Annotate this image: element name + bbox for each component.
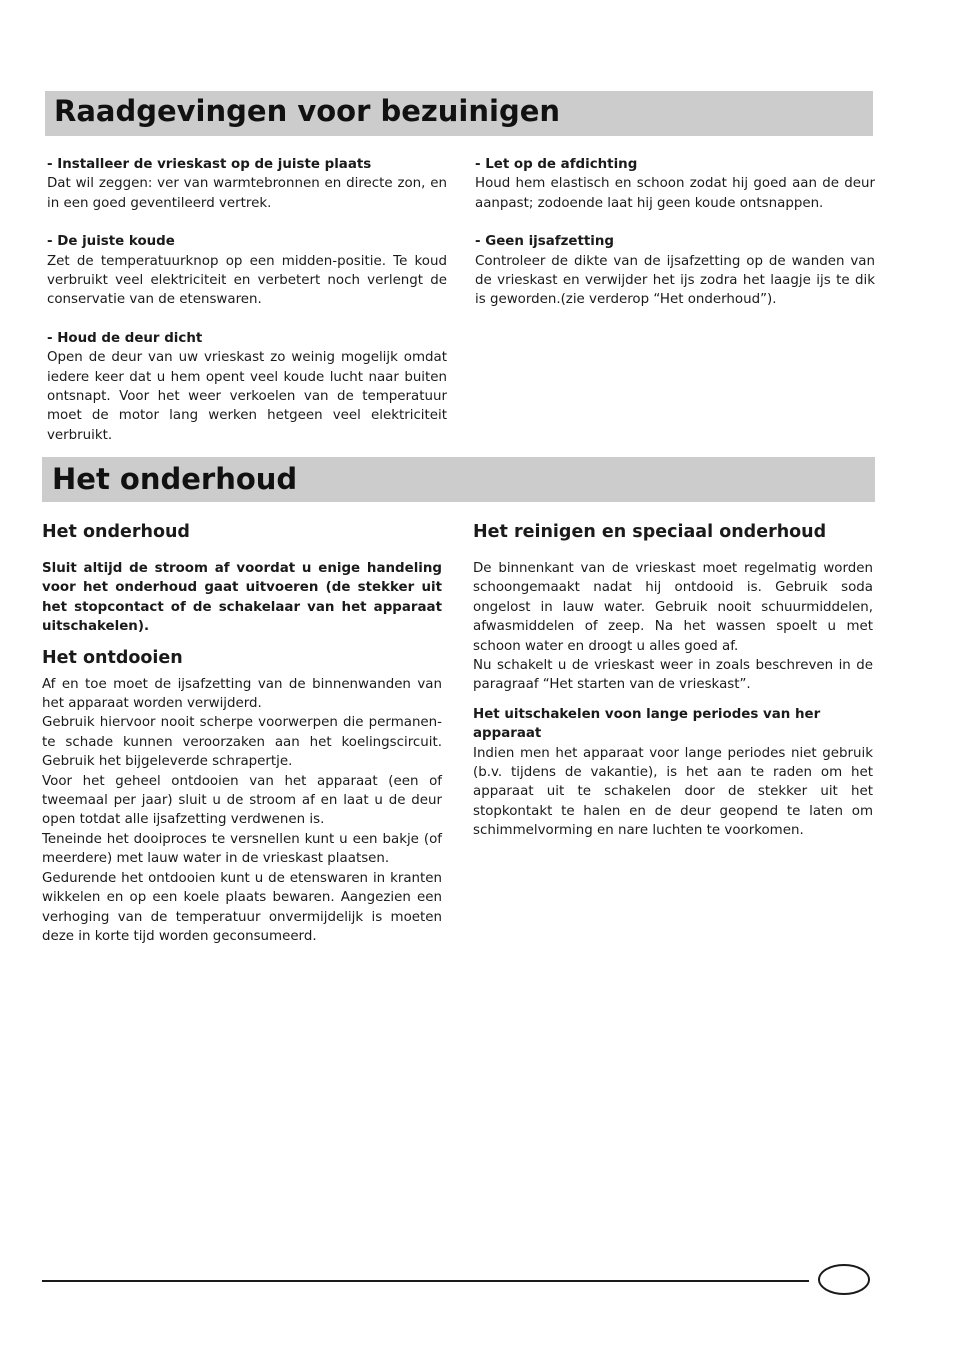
tip-text: Open de deur van uw vrieskast zo weinig mogelijk omdat iedere keer dat u hem opent veel koude lucht naar buiten ontsnapt. Voor het weer verkoelen van de temperatuur moet de motor lang werken hetgeen veel elektriciteit verbruikt. xyxy=(47,350,447,443)
tip-heading: - Let op de afdichting xyxy=(475,157,638,172)
tip-seal xyxy=(475,155,875,213)
savings-tips-left xyxy=(47,155,447,464)
tip-temperature xyxy=(47,232,447,310)
defrost-paragraph: Voor het geheel ontdooien van het apparaat (een of tweemaal per jaar) sluit u de stroom af en laat u de deur open totdat alle ijsafzetting verdwenen is. xyxy=(42,773,442,828)
long-shutdown-paragraph: Indien men het apparaat voor lange periodes niet gebruik (b.v. tijdens de vakantie), is het aan te raden om het apparaat uit te schakelen door de stekker uit het stopkontakt te halen en de deur geopend te laten om schimmelvorming en nare luchten te voorkomen. xyxy=(473,745,873,839)
tip-text: Controleer de dikte van de ijsafzetting op de wanden van de vrieskast en verwijder het ijs zodra het laagje ijs te dik is geworden.(zie verderop “Het onderhoud”). xyxy=(475,253,875,308)
defrost-paragraph: Gedurende het ontdooien kunt u de etenswaren in kranten wikkelen en op een koele plaats bewaren. Aangezien een verhoging van de temperatuur onvermijdelijk is moeten deze in korte tijd worden geconsumeerd. xyxy=(42,870,442,944)
section-title-maintenance: Het onderhoud xyxy=(42,457,875,502)
defrost-paragraph: Af en toe moet de ijsafzetting van de binnenwanden van het apparaat worden verwijderd. xyxy=(42,676,442,712)
tip-text: Dat wil zeggen: ver van warmtebronnen en directe zon, en in een goed geventileerd vertrek. xyxy=(47,176,447,211)
page-marker-oval xyxy=(818,1264,870,1295)
tip-heading: - De juiste koude xyxy=(47,234,175,250)
subheading-maintenance: Het onderhoud xyxy=(42,522,190,542)
tip-text: Zet de temperatuurknop op een midden-positie. Te koud verbruikt veel elektriciteit en verbetert noch verlengt de conservatie van de etenswaren. xyxy=(47,253,447,308)
tip-text: Houd hem elastisch en schoon zodat hij goed aan de deur aanpast; zodoende laat hij geen koude ontsnappen. xyxy=(475,176,875,211)
section-title-savings: Raadgevingen voor bezuinigen xyxy=(45,91,873,136)
cleaning-paragraph: De binnenkant van de vrieskast moet regelmatig worden schoongemaakt nadat hij ontdooid is. Gebruik soda ongelost in lauw water. Gebruik nooit schuurmiddelen, afwasmiddelen of zeep. Na het wassen spoelt u met schoon water en droogt u alles goed af. xyxy=(473,561,873,654)
subheading-long-shutdown: Het uitschakelen voon lange periodes van her apparaat xyxy=(473,706,821,742)
cleaning-paragraph: Nu schakelt u de vrieskast weer in zoals beschreven in de paragraaf “Het starten van de vrieskast”. xyxy=(473,658,873,693)
tip-ice xyxy=(475,232,875,310)
tip-heading: - Geen ijsafzetting xyxy=(475,234,614,250)
tip-heading: - Houd de deur dicht xyxy=(47,330,203,346)
maintenance-left xyxy=(42,519,442,946)
savings-tips-right xyxy=(475,155,875,329)
defrost-paragraph: Teneinde het dooiproces te versnellen kunt u een bakje (of meerdere) met lauw water in de vrieskast plaatsen. xyxy=(42,831,442,867)
subheading-defrosting: Het ontdooien xyxy=(42,647,183,668)
tip-heading: - Installeer de vrieskast op de juiste plaats xyxy=(47,157,372,172)
safety-warning: Sluit altijd de stroom af voordat u enige handeling voor het onderhoud gaat uitvoeren (de stekker uit het stopcontact of de schakelaar van het apparaat uitschakelen). xyxy=(42,561,442,635)
footer-rule xyxy=(42,1280,809,1282)
tip-placement xyxy=(47,155,447,213)
defrost-paragraph: Gebruik hiervoor nooit scherpe voorwerpen die permanen-te schade kunnen veroorzaken aan het koelingscircuit. Gebruik het bijgeleverde schrapertje. xyxy=(42,715,442,770)
tip-door xyxy=(47,329,447,445)
subheading-cleaning: Het reinigen en speciaal onderhoud xyxy=(473,522,827,542)
maintenance-right xyxy=(473,519,873,841)
